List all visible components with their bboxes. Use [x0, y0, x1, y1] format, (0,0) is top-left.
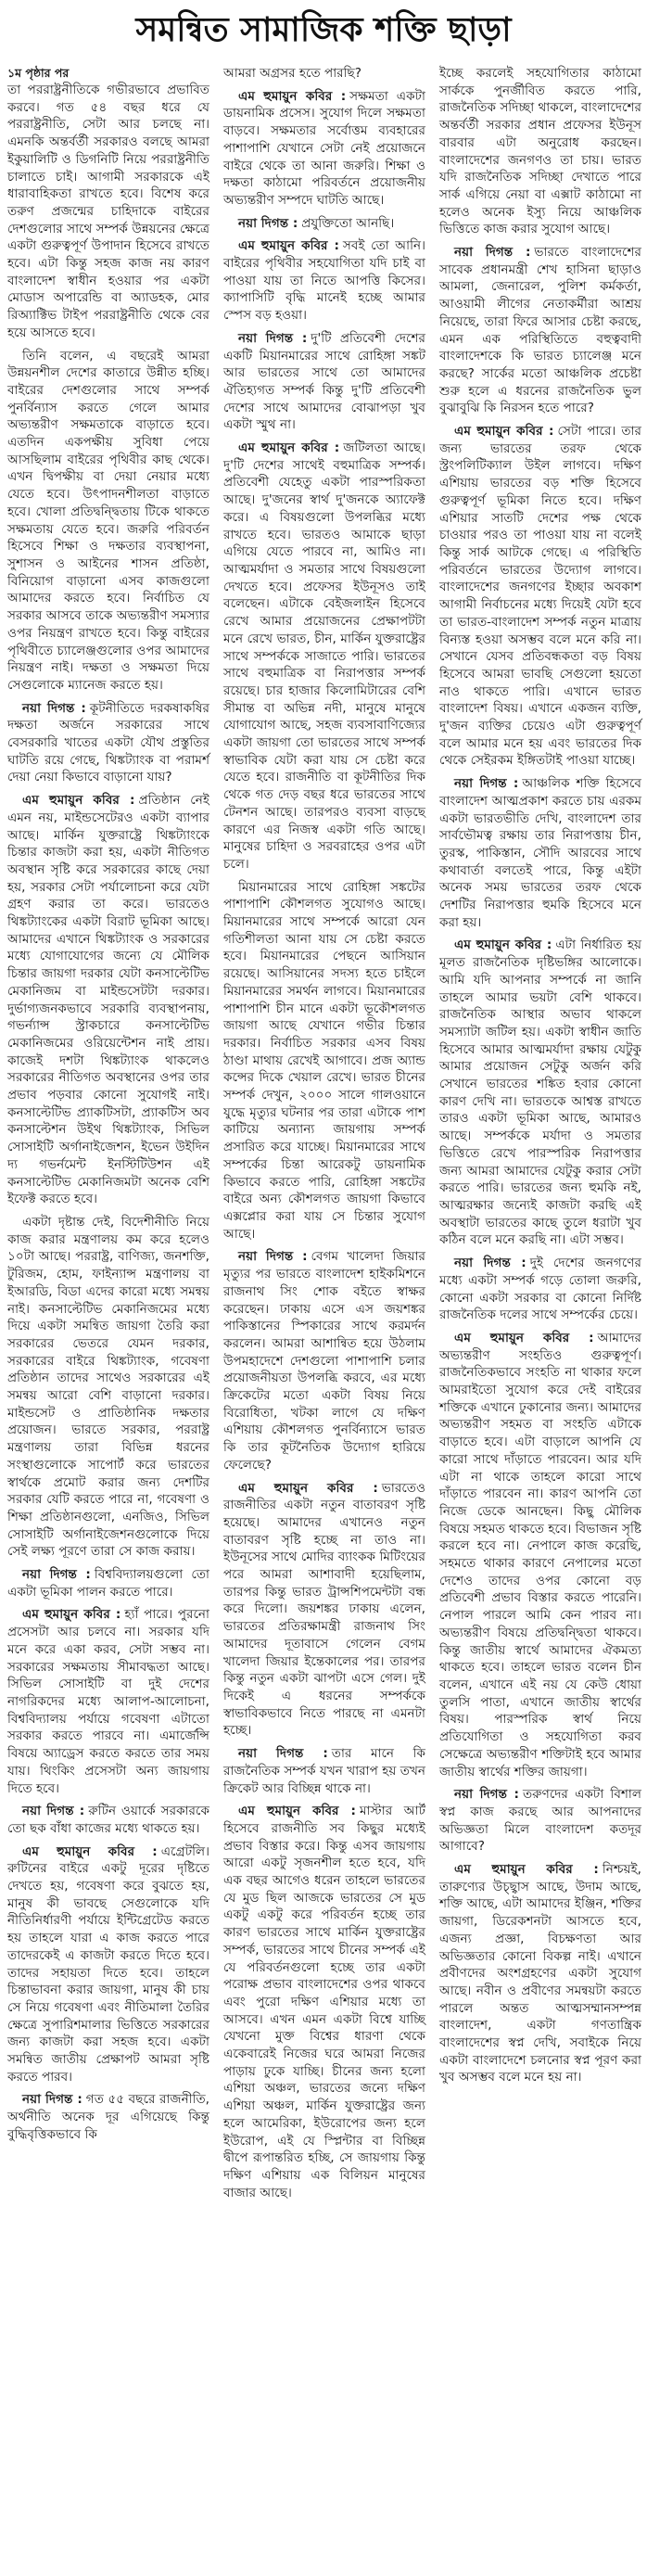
column-3	[439, 65, 641, 2207]
paragraph-text: তরুণদের একটা বিশাল স্বপ্ন কাজ করছে আর আপনাদের অভিজ্ঞতা মিলে বাংলাদেশ কতদূর আগাবে?	[439, 1787, 641, 1855]
speaker-label-interviewee: এম হুমায়ুন কবির :	[454, 424, 554, 440]
paragraph-text: হ্যাঁ পারে। পুরনো প্রসেসটা আর চলবে না। সরকার যদি মনে করে একা করব, সেটা সম্ভব না। সরকারের সক্ষমতায় সীমাবদ্ধতা আছে। সিভিল সোসাইটি বা দুই দেশের নাগরিকদের মধ্যে আলাপ-আলোচনা, বিশ্ববিদ্যালয় পর্যায়ে গবেষণা এটাতো সরকার করতে পারবে না। এমার্জেন্সি বিষয়ে অ্যাড্রেস করতে করতে তার সময় যায়। থিংকিং প্রসেসটা অন্য জায়গায় দিতে হবে।	[7, 1607, 209, 1796]
interview-paragraph	[439, 1786, 641, 1855]
interview-paragraph	[7, 700, 209, 787]
speaker-label-interviewee: এম হুমায়ুন কবির :	[238, 1804, 356, 1819]
speaker-label-interviewer: নয়া দিগন্ত :	[22, 1567, 91, 1583]
interview-paragraph	[223, 440, 425, 874]
article-paragraph	[7, 348, 209, 695]
interview-paragraph	[223, 1248, 425, 1473]
paragraph-text: প্রযুক্তিতো আনছি।	[301, 215, 395, 231]
paragraph-text: আঞ্চলিক শক্তি হিসেবে বাংলাদেশ আত্মপ্রকাশ করতে চায় এরকম একটা ভারতভীতি দেখি, বাংলাদেশ তার সার্বভৌমত্ব রক্ষায় তার নিরাপত্তায় চীন, তুরস্ক, পাকিস্তান, সৌদি আরবের সাথে কথাবার্তা বলতেই পারে, কিন্তু এইটা অনেক সময় ভারতের তরফ থেকে দেশটির নিরাপত্তার হুমকি হিসেবে মনে করা হয়।	[439, 776, 641, 930]
speaker-label-interviewee: এম হুমায়ুন কবির :	[22, 1607, 121, 1623]
speaker-label-interviewer: নয়া দিগন্ত :	[238, 215, 298, 231]
paragraph-text: ইচ্ছে করলেই সহযোগিতার কাঠামো সার্ককে পুনর্জীবিত করতে পারি, রাজনৈতিক সদিচ্ছা থাকলে, বাংলাদেশের অন্তর্বর্তী সরকার প্রধান প্রফেসর ইউনূস বারবার এটা অনুরোধ করছেন। বাংলাদেশের জনগণও তা চায়। ভারত যদি রাজনৈতিক সদিচ্ছা দেখাতে পারে সার্ক এগিয়ে নেয়া বা এক্সাট কাঠামো না হলেও অনেক ইস্যু নিয়ে আঞ্চলিক ভিত্তিতে কাজ করার সুযোগ আছে।	[439, 66, 641, 237]
interview-paragraph	[223, 88, 425, 210]
speaker-label-interviewer: নয়া দিগন্ত :	[454, 1256, 526, 1271]
speaker-label-interviewer: নয়া দিগন্ত :	[238, 1746, 328, 1762]
paragraph-text: এটা নির্ধারিত হয় মূলত রাজনৈতিক দৃষ্টিভঙ্গির আলোকে। আমি যদি আপনার সম্পর্কে না জানি তাহলে আমার ভয়টা বেশি থাকবে। রাজনৈতিক আস্থার অভাব থাকলে সমস্যাটা জটিল হয়। একটা স্বাধীন জাতি হিসেবে আমার আত্মমর্যাদা রক্ষায় যেটুকু আমার প্রয়োজন সেটুকু অর্জন করি সেখানে ভারতের শঙ্কিত হবার কোনো কারণ দেখি না। ভারতকে আশ্বস্ত রাখতে তারও একটা ভূমিকা আছে, আমারও আছে। সম্পর্ককে মর্যাদা ও সমতার ভিত্তিতে রেখে পারস্পরিক নিরাপত্তার জন্য আমরা আমাদের যেটুকু করার সেটা করতে পারি। ভারতের জন্য হুমকি নই, আত্মরক্ষার জন্যেই কাজটা করছি এই অবস্থাটা ভারতের কাছে তুলে ধরাটা খুব কঠিন বলে মনে করছি না। এটা সম্ভব।	[439, 937, 641, 1248]
paragraph-text: সক্ষমতা একটা ডায়নামিক প্রসেস। সুযোগ দিলে সক্ষমতা বাড়বে। সক্ষমতার সর্বোত্তম ব্যবহারের পাশাপাশি যেখানে সেটা নেই প্রয়োজনে বাইরে থেকে তা আনা জরুরি। শিক্ষা ও দক্ষতা কাঠামো পরিবর্তনে প্রয়োজনীয় অভ্যন্তরীণ সম্পদে ঘাটতি আছে।	[223, 88, 425, 208]
interview-paragraph	[223, 330, 425, 434]
interview-paragraph	[7, 1843, 209, 2086]
speaker-label-interviewer: নয়া দিগন্ত :	[238, 330, 308, 346]
speaker-label-interviewee: এম হুমায়ুন কবির :	[22, 1843, 158, 1859]
speaker-label-interviewee: এম হুমায়ুন কবির :	[238, 238, 339, 254]
paragraph-text: আমাদের অভ্যন্তরীণ সংহতিও গুরুত্বপূর্ণ। রাজনৈতিকভাবে সংহতি না থাকার ফলে আমরাইতো সুযোগ করে দেই বাইরের শক্তিকে এখানে ঢুকানোর জন্য। আমাদের অভ্যন্তরীণ সহমত বা সংহতি এটাকে বাড়াতে হবে। এটা বাড়ালে আপনি যে কারো সাথে দাঁড়াতে পারবেন। আর যদি এটা না থাকে তাহলে কারো সাথে দাঁড়াতে পারবেন না। কারণ আপনি তো নিজে ডেকে আনছেন। কিছু মৌলিক বিষয়ে সহমত থাকতে হবে। বিভাজন সৃষ্টি করলে হবে না। নেপালে কাজ করেছি, সহমতে থাকার কারণে নেপালের মতো দেশেও তাদের ওপর কোনো বড় প্রতিবেশী প্রভাব বিস্তার করতে পারেনি। নেপাল পারলে আমি কেন পারব না। অভ্যন্তরীণ বিষয়ে প্রতিদ্বন্দ্বিতা থাকবে। কিন্তু জাতীয় স্বার্থে আমাদের ঐকমত্য থাকতে হবে। তাহলে ভারত বলেন চীন বলেন, এখানে এই নয় যে কেউ ধোয়া তুলসি পাতা, এখানে জাতীয় স্বার্থের বিষয়। পারস্পরিক স্বার্থ নিয়ে প্রতিযোগিতা ও সহযোগিতা করব সেক্ষেত্রে অভ্যন্তরীণ শক্তিটাই হবে আমার জাতীয় স্বার্থের শক্তির জায়গা।	[439, 1330, 641, 1779]
article-paragraph	[439, 65, 641, 238]
speaker-label-interviewee: এম হুমায়ুন কবির :	[454, 1862, 599, 1878]
article-paragraph	[7, 1214, 209, 1561]
paragraph-text: এগ্রেটলি। রুটিনের বাইরে একটু দূরের দৃষ্টিতে দেখতে হয়, গবেষণা করে বুঝতে হয়, মানুষ কী ভাবছে সেগুলোকে যদি নীতিনির্ধারণী পর্যায়ে ইন্টিগ্রেটেড করতে হয় তাহলে যারা এ কাজ করতে পারে তাদেরকেই এ কাজটা করতে দিতে হবে। তাদের সহায়তা দিতে হবে। তাহলে চিন্তাভাবনা করার জায়গা, মানুষ কী চায় সে নিয়ে গবেষণা এবং নীতিমালা তৈরির ক্ষেত্রে সুপারিশমালার ভিত্তিতে সরকারের জন্য কাজটা করা সহজ হবে। একটা সমন্বিত জাতীয় প্রেক্ষাপট আমরা সৃষ্টি করতে পারব।	[7, 1843, 209, 2085]
speaker-label-interviewer: নয়া দিগন্ত :	[454, 1787, 519, 1803]
paragraph-text: একটা দৃষ্টান্ত দেই, বিদেশীনীতি নিয়ে কাজ করার মন্ত্রণালয় কম করে হলেও ১০টা আছে। পররাষ্ট্র, বাণিজ্য, জনশক্তি, টুরিজম, হোম, ফাইন্যান্স মন্ত্রণালয় বা ইআরডি, বিডা এদের কারো মধ্যে সমন্বয় নাই। কনসাল্টেটিভ মেকানিজমের মধ্যে দিয়ে একটা সমন্বিত জায়গা তৈরি করা সরকারের ভেতরে যেমন দরকার, সরকারের বাইরে থিঙ্কট্যাংক, গবেষণা প্রতিষ্ঠান তাদের সাথেও সরকারের এই সমন্বয় আরো বেশি বাড়ানো দরকার। মাইন্ডসেট ও প্রাতিষ্ঠানিক দক্ষতার প্রয়োজন। ভারতে সরকার, পররাষ্ট্র মন্ত্রণালয় তারা বিভিন্ন ধরনের সংস্থাগুলোকে সাপোর্ট করে ভারতের স্বার্থকে প্রমোট করার জন্য দেশটির সরকার যেটি করতে পারে না, গবেষণা ও শিক্ষা প্রতিষ্ঠানগুলো, এনজিও, সিভিল সোসাইটি অর্গানাইজেশনগুলোকে দিয়ে সেই লক্ষ্য পূরণে তারা সে কাজ করায়।	[7, 1215, 209, 1560]
interview-paragraph	[223, 1480, 425, 1741]
interview-paragraph	[439, 1255, 641, 1324]
speaker-label-interviewer: নয়া দিগন্ত :	[238, 1249, 308, 1265]
paragraph-text: গত ৫৫ বছরে রাজনীতি, অর্থনীতি অনেক দূর এগিয়েছে কিন্তু বুদ্ধিবৃত্তিকভাবে কি	[7, 2092, 209, 2142]
speaker-label-interviewer: নয়া দিগন্ত :	[454, 245, 531, 261]
paragraph-text: ভারতেও রাজনীতির একটা নতুন বাতাবরণ সৃষ্টি হয়েছে। আমাদের এখানেও নতুন বাতাবরণ সৃষ্টি হচ্ছে না তাও না। ইউনূসের সাথে মোদির ব্যাংকক মিটিংয়ের পরে আমরা আশাবাদী হয়েছিলাম, তারপর কিন্তু ভারত ট্রান্সশিপমেন্টটা বন্ধ করে দিলো। জয়শঙ্কর ঢাকায় এলেন, ভারতের প্রতিরক্ষামন্ত্রী রাজনাথ সিং আমাদের দূতাবাসে গেলেন বেগম খালেদা জিয়ার ইন্তেকালের পর। তারপর কিন্তু নতুন একটা ঝাপটা এসে গেল। দুই দিকেই এ ধরনের সম্পর্ককে স্বাভাবিকভাবে নিতে পারছে না এমনটা হচ্ছে।	[223, 1480, 425, 1739]
interview-paragraph	[439, 775, 641, 931]
paragraph-text: বিশ্ববিদ্যালয়গুলো তো একটা ভূমিকা পালন করতে পারে।	[7, 1567, 209, 1600]
paragraph-text: কূটনীতিতে দরকষাকষির দক্ষতা অর্জনে সরকারের সাথে বেসরকারি খাতের একটা যৌথ প্রস্তুতির ঘাটতি রয়ে গেছে, থিঙ্কট্যাংক বা পরামর্শ দেয়া নেয়া কিভাবে বাড়ানো যায়?	[7, 700, 209, 785]
paragraph-text: আমরা অগ্রসর হতে পারছি?	[223, 66, 362, 81]
interview-paragraph	[223, 215, 425, 233]
article-paragraph	[223, 879, 425, 1243]
paragraph-text: সবই তো আনি। বাইরের পৃথিবীর সহযোগিতা যদি চাই বা পাওয়া যায় তা নিতে আপত্তি কিসের। ক্যাপাসিটি বৃদ্ধি মানেই হচ্ছে আমার স্পেস বড় হওয়া।	[223, 238, 425, 324]
interview-paragraph	[439, 937, 641, 1249]
interview-paragraph	[223, 237, 425, 325]
speaker-label-interviewer: নয়া দিগন্ত :	[454, 776, 519, 792]
paragraph-text: রুটিন ওয়ার্কে সরকারকে তো ছক বাঁধা কাজের মধ্যে থাকতে হয়।	[7, 1804, 209, 1836]
paragraph-text: তার মানে কি রাজনৈতিক সম্পর্ক যখন খারাপ হয় তখন ক্রিকেট আর বিচ্ছিন্ন থাকে না।	[223, 1746, 425, 1796]
speaker-label-interviewer: নয়া দিগন্ত :	[22, 1804, 85, 1819]
speaker-label-interviewee: এম হুমায়ুন কবির :	[22, 793, 135, 809]
speaker-label-interviewee: এম হুমায়ুন কবির :	[238, 440, 340, 456]
speaker-label-interviewer: নয়া দিগন্ত :	[22, 2092, 82, 2108]
article-headline: সমন্বিত সামাজিক শক্তি ছাড়া	[135, 11, 512, 49]
interview-paragraph	[7, 1803, 209, 1837]
paragraph-text: প্রতিষ্ঠান নেই এমন নয়, মাইন্ডসেটেরও একটা ব্যাপার আছে। মার্কিন যুক্তরাষ্ট্রে থিঙ্কট্যাংকে চিন্তার কাজটা করা হয়, একটা নীতিগত অবস্থান সৃষ্টি করে সরকারের কাছে দেয়া হয়, সরকার সেটা পর্যালোচনা করে যেটা গ্রহণ করার তা করে। ভারতেও থিঙ্কট্যাংকের একটা বিরাট ভূমিকা আছে। আমাদের এখানে থিঙ্কট্যাংক ও সরকারের মধ্যে যোগাযোগের জন্যে যে মৌলিক চিন্তার জায়গা দরকার যেটা কনসাল্টেটিভ মেকানিজম বা মাইন্ডসেটটা দরকার। দুর্ভাগ্যজনকভাবে সরকারি ব্যবস্থাপনায়, গভর্ন্যান্স স্ট্রাকচারে কনসাল্টেটিভ মেকানিজমের ওরিয়েন্টেশন নাই প্রায়। কাজেই দশটা থিঙ্কট্যাংক থাকলেও সরকারের নীতিগত অবস্থানের ওপর তার প্রভাব পড়বার কোনো সুযোগই নাই। কনসাল্টেটিভ প্র্যাকটিসটা, প্র্যাকটিস অব কনসাল্টেশন উইথ থিঙ্কট্যাংক, সিভিল সোসাইটি অর্গানাইজেশন, ইভেন উইদিন দ্য গভর্নমেন্ট ইনস্টিটিউশন এই কনসাল্টেটিভ মেকানিজমটা অনেক বেশি ইফেক্ট করতে হবে।	[7, 793, 209, 1207]
interview-paragraph	[439, 423, 641, 770]
speaker-label-interviewee: এম হুমায়ুন কবির :	[238, 1480, 378, 1496]
article-paragraph	[223, 65, 425, 83]
paragraph-text: মাস্টার আর্ট হিসেবে রাজনীতি সব কিছুর মধ্যেই প্রভাব বিস্তার করে। কিন্তু এসব জায়গায় আরো একটু সৃজনশীল হতে হবে, যদি এক বছর আগেও ধরেন তাহলে ভারতের যে মুড ছিল আজকে ভারতের সে মুড একটু একটু করে পরিবর্তন হচ্ছে তার কারণ ভারতের সাথে মার্কিন যুক্তরাষ্ট্রের সম্পর্ক, ভারতের সাথে চীনের সম্পর্ক এই যে পরিবর্তনগুলো হচ্ছে তার একটা পরোক্ষ প্রভাব বাংলাদেশের ওপর থাকবে এবং পুরো দক্ষিণ এশিয়ার মধ্যে তা আসবে। এখন এমন একটা বিশ্বে যাচ্ছি যেখনো মুক্ত বিশ্বের ধারণা থেকে একেবারেই নিজের ঘরে আমরা নিজের পাড়ায় ঢুকে যাচ্ছি। চীনের জন্য হলো এশিয়া অঞ্চল, ভারতের জন্যে দক্ষিণ এশিয়া অঞ্চল, মার্কিন যুক্তরাষ্ট্রের জন্য হলে আমেরিকা, ইউরোপের জন্য হলে ইউরোপ, এই যে স্প্লিন্টার বা বিচ্ছিন্ন দ্বীপে রূপান্তরিত হচ্ছি, সে জায়গায় কিন্তু দক্ষিণ এশিয়ায় এক বিলিয়ন মানুষের বাজার আছে।	[223, 1804, 425, 2200]
article-paragraph	[7, 82, 209, 342]
paragraph-text: তিনি বলেন, এ বছরেই আমরা উন্নয়নশীল দেশের কাতারে উন্নীত হচ্ছি। বাইরের দেশগুলোর সাথে সম্পর্ক পুনর্বিন্যাস করতে গেলে আমার অভ্যন্তরীণ সক্ষমতাকে বাড়াতে হবে। এতদিন একপক্ষীয় সুবিধা পেয়ে আসছিলাম বাইরের পৃথিবীর কাছ থেকে। এখন দ্বিপক্ষীয় বা দেয়া নেয়ার মধ্যে যেতে হবে। উৎপাদনশীলতা বাড়াতে হবে। খোলা প্রতিদ্বন্দ্বিতায় টিকে থাকতে সক্ষমতায় যেতে হবে। জরুরি পরিবর্তন হিসেবে শিক্ষা ও দক্ষতার ব্যবস্থাপনা, সুশাসন ও আইনের শাসন প্রতিষ্ঠা, বিনিয়োগ বাড়ানো এসব কাজগুলো আমাদের করতে হবে। নির্বাচিত যে সরকার আসবে তাকে অভ্যন্তরীণ সমস্যার ওপর নিয়ন্ত্রণ রাখতে হবে। কিন্তু বাইরের পৃথিবীতে চ্যালেঞ্জগুলোর ওপর আমাদের নিয়ন্ত্রণ নাই। দক্ষতা ও সক্ষমতা দিয়ে সেগুলোকে ম্যানেজ করতে হয়।	[7, 348, 209, 693]
continuation-label: ১ম পৃষ্ঠার পর	[7, 66, 70, 80]
interview-paragraph	[7, 2091, 209, 2143]
paragraph-text: জটিলতা আছে। দু'টি দেশের সাথেই বহুমাত্রিক সম্পর্ক। প্রতিবেশী যেহেতু একটা পারস্পরিকতা আছে। দু'জনের স্বার্থ দু'জনকে অ্যাফেক্ট করে। এ বিষয়গুলো উপলব্ধির মধ্যে রাখতে হবে। ভারতও আমাকে ছাড়া এগিয়ে যেতে পারবে না, আমিও না। আত্মমর্যাদা ও সমতার সাথে বিষয়গুলো দেখতে হবে। প্রফেসর ইউনূসও তাই বলেছেন। এটাকে বেইজলাইন হিসেবে রেখে আমার প্রয়োজনের প্রেক্ষাপটটা মনে রেখে ভারত, চীন, মার্কিন যুক্তরাষ্ট্রের সাথে সম্পর্ককে সাজাতে পারি। ভারতের সাথে বহুমাত্রিক বা নিরাপত্তার সম্পর্ক রয়েছে। চার হাজার কিলোমিটারের বেশি সীমান্ত বা অভিন্ন নদী, মানুষে মানুষে যোগাযোগ আছে, সহজ ব্যবসাবাণিজ্যের একটা জায়গা তো ভারতের সাথে সম্পর্ক স্বাভাবিক যেটা করা যায় সে চেষ্টা করে যেতে হবে। রাজনীতি বা কূটনীতির দিক থেকে গত দেড় বছর ধরে ভারতের সাথে টেনশন আছে। তারপরও ব্যবসা বাড়ছে কারণে এর নিজস্ব একটা গতি আছে। মানুষের চাহিদা ও সরবরাহের ওপর এটা চলে।	[223, 440, 426, 872]
paragraph-text: বেগম খালেদা জিয়ার মৃত্যুর পর ভারতে বাংলাদেশ হাইকমিশনে রাজনাথ সিং শোক বইতে স্বাক্ষর করেছেন। ঢাকায় এসে এস জয়শঙ্কর পাকিস্তানের স্পিকারের সাথে করমর্দন করলেন। আমরা আশান্বিত হয়ে উঠলাম উপমহাদেশে দেশগুলো পাশাপাশি চলার প্রয়োজনীয়তা উপলব্ধি করবে, এর মধ্যে ক্রিকেটের মতো একটা বিষয় নিয়ে বিরোধিতা, খটকা লাগে যে দক্ষিণ এশিয়ায় কৌশলগত পুনর্বিন্যাসে ভারত কি তার কূটনৈতিক উদ্যোগ হারিয়ে ফেলেছে?	[223, 1249, 425, 1473]
article-body	[7, 65, 641, 2207]
interview-paragraph	[223, 1803, 425, 2201]
column-1	[7, 65, 209, 2207]
paragraph-text: ভারতে বাংলাদেশের সাবেক প্রধানমন্ত্রী শেখ হাসিনা ছাড়াও আমলা, জেনারেল, পুলিশ কর্মকর্তা, আওয়ামী লীগের নেতাকর্মীরা আশ্রয় নিয়েছে, তারা ফিরে আসার চেষ্টা করছে, এমন এক পরিস্থিতিতে বহুত্ববাদী বাংলাদেশকে কি ভারত চ্যালেঞ্জ মনে করছে? সার্কের মতো আঞ্চলিক প্রচেষ্টা শুরু হলে এ ধরনের রাজনৈতিক ভুল বুঝাবুঝি কি নিরসন হতে পারে?	[439, 245, 641, 416]
interview-paragraph	[439, 244, 641, 417]
speaker-label-interviewer: নয়া দিগন্ত :	[22, 700, 86, 716]
interview-paragraph	[439, 1861, 641, 2086]
paragraph-text: সেটা পারে। তার জন্য ভারতের তরফ থেকে স্ট্রংপলিটিক্যাল উইল লাগবে। দক্ষিণ এশিয়ায় ভারতের বড় শক্তি হিসেবে গুরুত্বপূর্ণ ভূমিকা নিতে হবে। দক্ষিণ এশিয়ার সাতটি দেশের পক্ষ থেকে চাওয়ার পরও তা পাওয়া যায় না বলেই কিন্তু সার্ক আটকে গেছে। এ পরিস্থিতি পরিবর্তনে ভারতের উদ্যোগ লাগবে। বাংলাদেশের জনগণের ইচ্ছার অবকাশ আগামী নির্বাচনের মধ্যে দিয়েই যেটা হবে তা ভারত-বাংলাদেশ সম্পর্ক নতুন মাত্রায় বিন্যস্ত হওয়া অসম্ভব বলে মনে করি না। সেখানে যেসব প্রতিবন্ধকতা বড় বিষয় হিসেবে আমরা ভাবছি সেগুলো হয়তো নাও থাকতে পারি। এখানে ভারত বাংলাদেশ বিষয়। এখানে একজন ব্যক্তি, দু'জন ব্যক্তির চেয়েও এটা গুরুত্বপূর্ণ বলে আমার মনে হয় এবং ভারতের দিক থেকে সেইরকম ইঙ্গিতটাই পাওয়া যাচ্ছে।	[439, 424, 641, 769]
interview-paragraph	[223, 1745, 425, 1797]
column-2	[223, 65, 425, 2207]
paragraph-text: তা পররাষ্ট্রনীতিকে গভীরভাবে প্রভাবিত করবে। গত ৫৪ বছর ধরে যে পররাষ্ট্রনীতি, সেটা আর চলছে না। এমনকি অন্তর্বর্তী সরকারও বলছে আমরা ইকুয়ালিটি ও ডিগনিটি নিয়ে পররাষ্ট্রনীতি চালাতে চাই। আগামী সরকারকে এই ধারাবাহিকতা রাখতে হবে। বিশেষ করে তরুণ প্রজন্মের চাহিদাকে বাইরের দেশগুলোর সাথে সম্পর্ক উন্নয়নের ক্ষেত্রে একটা গুরুত্বপূর্ণ উপাদান হিসেবে রাখতে হবে। এটা কিন্তু সহজ কাজ নয় কারণ বাংলাদেশ স্বাধীন হওয়ার পর একটা মোডাস অপারেন্ডি বা অ্যাডহক, মোর রিঅ্যাক্টিভ টাইপ পররাষ্ট্রনীতি থেকে বের হয়ে আসতে হবে।	[7, 83, 209, 340]
interview-paragraph	[439, 1330, 641, 1780]
paragraph-text: মিয়ানমারের সাথে রোহিঙ্গা সঙ্কটের পাশাপাশি কৌশলগত সুযোগও আছে। মিয়ানমারের সাথে সম্পর্কে আরো যেন গতিশীলতা আনা যায় সে চেষ্টা করতে হবে। মিয়ানমারের পেছনে আসিয়ান রয়েছে। আসিয়ানের সদস্য হতে চাইলে মিয়ানমারের সমর্থন লাগবে। মিয়ানমারের পাশাপাশি চীন মানে একটা ভূকৌশলগত জায়গা আছে যেখানে গভীর চিন্তার দরকার। নির্বাচিত সরকার এসব বিষয় ঠাণ্ডা মাথায় রেখেই আগাবে। প্রজ অ্যান্ড কন্সের দিকে খেয়াল রেখে। ভারত চীনের সম্পর্ক দেখুন, ২০০০ সালে গালওয়ানে যুদ্ধে মৃত্যুর ঘটনার পর তারা এটাকে পাশ কাটিয়ে অন্যান্য জায়গায় সম্পর্ক প্রসারিত করে যাচ্ছে। মিয়ানমারের সাথে সম্পর্কের চিন্তা আরেকটু ডায়নামিক কিভাবে করতে পারি, রোহিঙ্গা সঙ্কটের বাইরে অন্য কৌশলগত জায়গা কিভাবে এক্সপ্লোর করা যায় সে চিন্তার সুযোগ আছে।	[223, 879, 425, 1242]
paragraph-text: নিশ্চয়ই, তারুণ্যের উচ্ছ্বাস আছে, উদাম আছে, শক্তি আছে, এটা আমাদের ইঞ্জিন, শক্তির জায়গা, ডিরেকশনটা আসতে হবে, এজন্য প্রজ্ঞা, বিচক্ষণতা আর অভিজ্ঞতার কোনো বিকল্প নাই। এখানে প্রবীণদের অংশগ্রহণের একটা সুযোগ আছে। নবীন ও প্রবীণের সমন্বয়টা করতে পারলে অন্তত আত্মসম্মানসম্পন্ন বাংলাদেশ, একটা গণতান্ত্রিক বাংলাদেশের স্বপ্ন দেখি, সবাইকে নিয়ে একটা বাংলাদেশে চলনোর স্বপ্ন পূরণ করা খুব অসম্ভব বলে মনে হয় না।	[439, 1862, 641, 2085]
paragraph-text: দু'টি প্রতিবেশী দেশের একটি মিয়ানমারের সাথে রোহিঙ্গা সঙ্কট আর ভারতের সাথে তো আমাদের ঐতিহ্যগত সম্পর্ক কিন্তু দু'টি প্রতিবেশী দেশের সাথে আমাদের বোঝাপড়া খুব একটা স্মুথ না।	[223, 330, 425, 433]
interview-paragraph	[7, 1566, 209, 1600]
speaker-label-interviewee: এম হুমায়ুন কবির :	[238, 88, 347, 104]
interview-paragraph	[7, 1606, 209, 1797]
speaker-label-interviewee: এম হুমায়ুন কবির :	[454, 1330, 594, 1345]
paragraph-text: দুই দেশের জনগণের মধ্যে একটা সম্পর্ক গড়ে তোলা জরুরি, কোনো একটা সরকার বা কোনো নির্দিষ্ট রাজনৈতিক দলের সাথে সম্পর্কের চেয়ে।	[439, 1256, 641, 1323]
speaker-label-interviewee: এম হুমায়ুন কবির :	[454, 937, 552, 953]
interview-paragraph	[7, 792, 209, 1208]
